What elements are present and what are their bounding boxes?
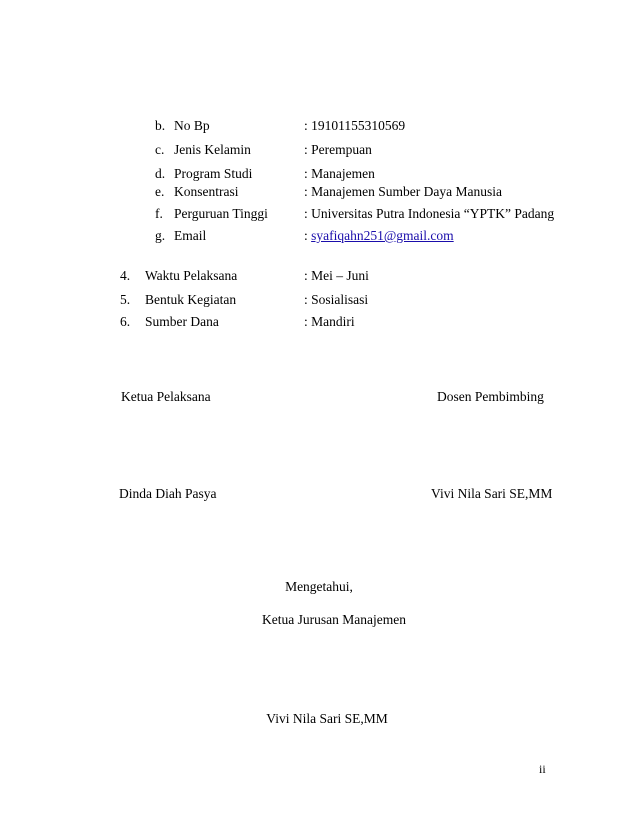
field-value: : Manajemen — [304, 166, 375, 181]
field-value: : 19101155310569 — [304, 118, 406, 133]
right-signature-name: Vivi Nila Sari SE,MM — [431, 486, 553, 501]
list-item — [0, 184, 638, 200]
left-signature-name: Dinda Diah Pasya — [119, 486, 217, 501]
page-number: ii — [539, 762, 546, 776]
list-marker: f. — [155, 206, 163, 221]
right-signature-title: Dosen Pembimbing — [437, 389, 544, 404]
field-label: Waktu Pelaksana — [145, 268, 238, 283]
list-marker: d. — [155, 166, 166, 181]
list-item — [0, 166, 638, 182]
list-marker: b. — [155, 118, 166, 133]
field-value: : Sosialisasi — [304, 292, 369, 307]
list-marker: 4. — [120, 268, 131, 283]
list-item — [0, 314, 638, 330]
list-marker: 6. — [120, 314, 131, 329]
field-label: Konsentrasi — [174, 184, 239, 199]
field-label: Sumber Dana — [145, 314, 219, 329]
field-value — [304, 228, 454, 244]
list-item — [0, 142, 638, 158]
field-label: Jenis Kelamin — [174, 142, 251, 157]
left-signature-title: Ketua Pelaksana — [121, 389, 211, 404]
field-label: Email — [174, 228, 207, 243]
list-marker: c. — [155, 142, 165, 157]
field-value: : Manajemen Sumber Daya Manusia — [304, 184, 502, 199]
list-marker: 5. — [120, 292, 131, 307]
list-item — [0, 268, 638, 284]
list-marker: g. — [155, 228, 166, 243]
field-label: No Bp — [174, 118, 210, 133]
field-label: Program Studi — [174, 166, 253, 181]
list-item — [0, 118, 638, 134]
field-value: : Mei – Juni — [304, 268, 369, 283]
field-value: : Mandiri — [304, 314, 355, 329]
center-heading: Mengetahui, — [285, 579, 353, 594]
email-link[interactable]: syafiqahn251@gmail.com — [311, 228, 454, 243]
list-item — [0, 228, 638, 244]
field-value: : Universitas Putra Indonesia “YPTK” Padang — [304, 206, 555, 221]
field-label: Perguruan Tinggi — [174, 206, 268, 221]
value-prefix: : — [304, 228, 312, 243]
list-marker: e. — [155, 184, 165, 199]
list-item — [0, 292, 638, 308]
field-label: Bentuk Kegiatan — [145, 292, 237, 307]
field-value: : Perempuan — [304, 142, 372, 157]
center-signature-title: Ketua Jurusan Manajemen — [262, 612, 406, 627]
center-signature-name: Vivi Nila Sari SE,MM — [266, 711, 388, 726]
list-item — [0, 206, 638, 222]
